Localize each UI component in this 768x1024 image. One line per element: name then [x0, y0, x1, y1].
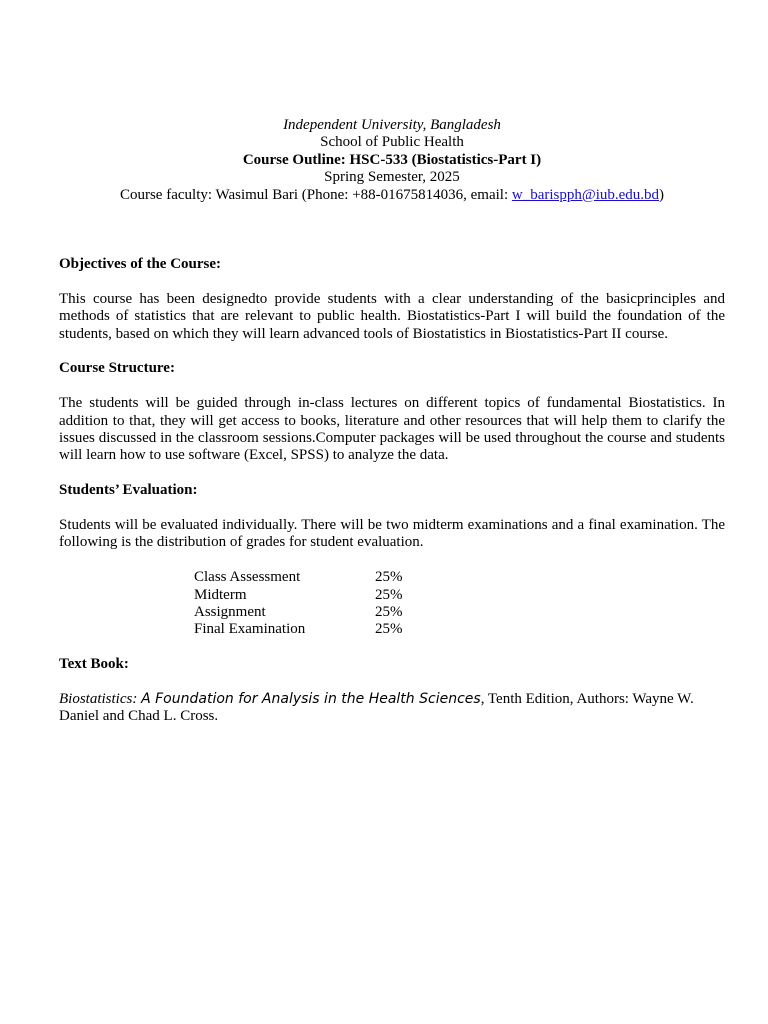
document-page [59, 117, 725, 726]
textbook-citation [59, 691, 725, 726]
grade-weight: 25% [375, 586, 403, 603]
grade-item: Final Examination [194, 621, 306, 638]
book-title: Biostatistics: [59, 691, 138, 708]
evaluation-heading: Students’ Evaluation: [59, 482, 198, 499]
document-header [59, 117, 725, 204]
faculty-email-link[interactable]: w_barispph@iub.edu.bd [511, 186, 660, 203]
grade-item: Assignment [194, 604, 266, 621]
objectives-text: This course has been designedto provide students with a clear understanding of the basicprinciples and methods of statistics that are relevant to public health. Biostatistics-Part I will build the foundation of the students, based on which they will learn advanced tools of Biostatistics in Biostatistics-Part II course. [59, 290, 725, 342]
faculty-info-close: ) [659, 186, 665, 203]
school-name: School of Public Health [320, 134, 464, 151]
grade-weight: 25% [375, 621, 403, 638]
objectives-heading: Objectives of the Course: [59, 256, 222, 273]
table-row [194, 621, 403, 638]
table-row [194, 604, 403, 621]
grade-distribution-table [194, 569, 403, 639]
semester: Spring Semester, 2025 [324, 169, 460, 186]
structure-text: The students will be guided through in-class lectures on different topics of fundamental Biostatistics. In addition to that, they will get access to books, literature and other resources that will help them to clarify the issues discussed in the classroom sessions.Computer packages will be used throughout the course and students will learn how to use software (Excel, SPSS) to analyze the data. [59, 395, 725, 464]
textbook-heading: Text Book: [59, 656, 129, 673]
grade-item: Midterm [194, 586, 247, 603]
book-subtitle: A Foundation for Analysis in the Health Sciences [141, 691, 481, 708]
faculty-line [59, 187, 725, 204]
evaluation-text: Students will be evaluated individually. There will be two midterm examinations and a final examination. The following is the distribution of grades for student evaluation. [59, 517, 725, 551]
grade-weight: 25% [375, 604, 403, 621]
table-row [194, 569, 403, 586]
university-name: Independent University, Bangladesh [283, 117, 501, 133]
course-outline-title: Course Outline: HSC-533 (Biostatistics-Part I) [242, 151, 542, 168]
grade-weight: 25% [375, 569, 403, 586]
structure-heading: Course Structure: [59, 360, 175, 377]
faculty-info: Course faculty: Wasimul Bari (Phone: +88-01675814036, email: [119, 186, 512, 203]
book-details: , Tenth Edition, Authors: Wayne W. Daniel and Chad L. Cross. [59, 691, 694, 725]
grade-item: Class Assessment [194, 569, 301, 586]
table-row [194, 587, 403, 604]
